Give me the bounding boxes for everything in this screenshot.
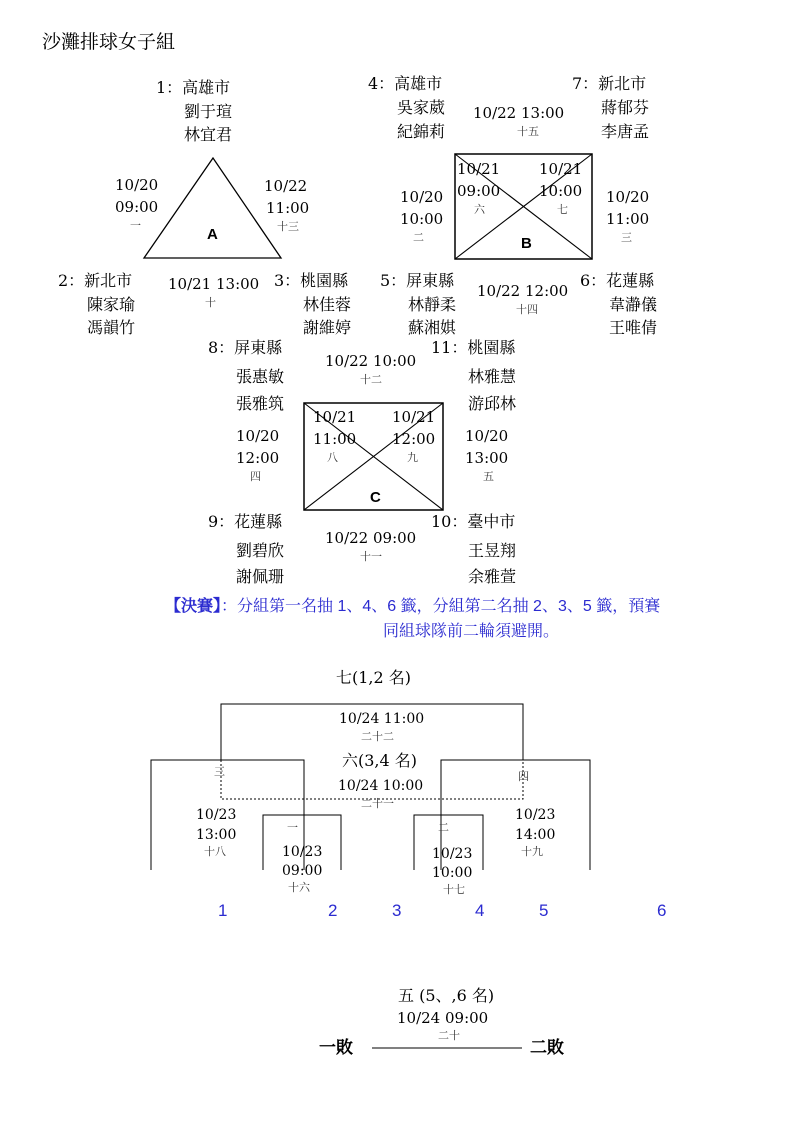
group-a-team-3-player-1: 林佳蓉 xyxy=(303,295,352,314)
group-c-right-match-number: 五 xyxy=(483,470,494,483)
semi-left-date: 10/23 xyxy=(196,807,237,823)
group-a-match-1-time: 09:00 xyxy=(115,198,159,216)
qf-right-tag: 二 xyxy=(438,821,449,834)
group-c-team-9-player-1: 劉碧欣 xyxy=(236,541,285,560)
group-c-label: C xyxy=(370,489,381,506)
group-b-top-match-datetime: 10/22 13:00 xyxy=(473,104,565,122)
group-b-top-match-number: 十五 xyxy=(517,125,539,138)
group-b-team-4-player-2: 紀錦莉 xyxy=(397,122,446,141)
group-b-diag-left-date: 10/21 xyxy=(457,160,501,178)
seed-4: 4 xyxy=(475,901,485,920)
group-b-team-7-player-1: 蔣郁芬 xyxy=(601,98,650,117)
group-c-diag-left-number: 八 xyxy=(327,451,338,464)
group-b-team-6-player-1: 韋瀞儀 xyxy=(609,295,658,314)
group-b-team-7: 7：新北市 xyxy=(572,74,647,93)
semi-right-time: 14:00 xyxy=(515,827,556,843)
group-b-team-4: 4：高雄市 xyxy=(368,74,443,93)
group-b-bottom-match-number: 十四 xyxy=(516,303,538,316)
group-b-left-match-number: 二 xyxy=(413,231,424,244)
placement-left-label: 一敗 xyxy=(319,1038,353,1057)
group-c-team-10: 10：臺中市 xyxy=(431,512,516,531)
semi-left-time: 13:00 xyxy=(196,827,237,843)
qf-left-date: 10/23 xyxy=(282,844,323,860)
third-place-number: 二十一 xyxy=(361,797,394,810)
group-b-team-6: 6：花蓮縣 xyxy=(580,271,655,290)
group-c-team-9-player-2: 謝佩珊 xyxy=(236,567,285,586)
third-place-datetime: 10/24 10:00 xyxy=(338,778,424,794)
qf-left-tag: 一 xyxy=(287,821,298,834)
group-a-match-3-datetime: 10/21 13:00 xyxy=(168,275,260,293)
group-c-top-match-datetime: 10/22 10:00 xyxy=(325,352,417,370)
group-c-team-10-player-1: 王昱翔 xyxy=(468,541,517,560)
semi-right-tag: 四 xyxy=(518,770,529,783)
group-b-right-match-time: 11:00 xyxy=(606,210,650,228)
group-b-bottom-match-datetime: 10/22 12:00 xyxy=(477,282,569,300)
group-c-left-match-date: 10/20 xyxy=(236,427,280,445)
group-a-team-2-player-1: 陳家瑜 xyxy=(87,295,136,314)
group-c-left-match-time: 12:00 xyxy=(236,449,280,467)
semi-right-date: 10/23 xyxy=(515,807,556,823)
group-b-diag-right-date: 10/21 xyxy=(539,160,583,178)
finals-note-line-1 xyxy=(165,599,660,615)
group-b-team-5-player-1: 林靜柔 xyxy=(408,295,457,314)
group-c-diag-right-time: 12:00 xyxy=(392,430,436,448)
semi-left-tag: 三 xyxy=(214,765,225,778)
group-b-right-match-date: 10/20 xyxy=(606,188,650,206)
qf-left-number: 十六 xyxy=(288,881,310,894)
group-c-diag-left-date: 10/21 xyxy=(313,408,357,426)
group-c-diag-right-date: 10/21 xyxy=(392,408,436,426)
group-c-bottom-match-datetime: 10/22 09:00 xyxy=(325,529,417,547)
group-a-match-2-date: 10/22 xyxy=(264,177,308,195)
placement-right-label: 二敗 xyxy=(530,1038,564,1057)
seed-2: 2 xyxy=(328,901,338,920)
group-c-team-9: 9：花蓮縣 xyxy=(208,512,283,531)
group-b-team-7-player-2: 李唐孟 xyxy=(601,122,650,141)
group-b-right-match-number: 三 xyxy=(621,231,632,244)
group-a-match-1-number: 一 xyxy=(130,219,141,232)
group-a-team-3-player-2: 謝維婷 xyxy=(303,318,352,337)
group-b-team-5: 5：屏東縣 xyxy=(380,271,455,290)
group-c-diag-left-time: 11:00 xyxy=(313,430,357,448)
group-a-team-2: 2：新北市 xyxy=(58,271,133,290)
group-a-match-3-number: 十 xyxy=(205,296,216,309)
final-title: 七(1,2 名) xyxy=(336,668,412,687)
group-a-team-3: 3：桃園縣 xyxy=(274,271,349,290)
seed-1: 1 xyxy=(218,901,228,920)
group-a-team-1-player-1: 劉于瑄 xyxy=(184,102,233,121)
final-number: 二十二 xyxy=(361,730,394,743)
seed-3: 3 xyxy=(392,901,402,920)
group-c-team-10-player-2: 余雅萱 xyxy=(468,567,517,586)
qf-right-time: 10:00 xyxy=(432,865,473,881)
group-c-top-match-number: 十二 xyxy=(360,373,382,386)
group-c-right-match-time: 13:00 xyxy=(465,449,509,467)
group-a-match-2-time: 11:00 xyxy=(266,199,310,217)
page-title: 沙灘排球女子組 xyxy=(42,31,176,53)
placement-datetime: 10/24 09:00 xyxy=(397,1009,489,1027)
group-c-team-11-player-1: 林雅慧 xyxy=(468,367,517,386)
group-a-match-2-number: 十三 xyxy=(277,220,299,233)
group-c-bottom-match-number: 十一 xyxy=(360,550,382,563)
qf-right-number: 十七 xyxy=(443,883,465,896)
placement-title: 五 (5、,6 名) xyxy=(398,986,495,1005)
group-c-left-match-number: 四 xyxy=(250,470,261,483)
group-c-right-match-date: 10/20 xyxy=(465,427,509,445)
group-c-team-8-player-1: 張惠敏 xyxy=(236,367,285,386)
group-a-triangle xyxy=(144,158,281,258)
group-b-team-5-player-2: 蘇湘娸 xyxy=(408,318,457,337)
group-a-match-1-date: 10/20 xyxy=(115,176,159,194)
group-b-left-match-date: 10/20 xyxy=(400,188,444,206)
finals-note-line-2: 同組球隊前二輪須避開。 xyxy=(383,623,560,640)
group-b-diag-left-time: 09:00 xyxy=(457,182,501,200)
semi-right-number: 十九 xyxy=(521,845,543,858)
group-b-diag-right-time: 10:00 xyxy=(539,182,583,200)
seed-5: 5 xyxy=(539,901,549,920)
finals-note-heading: 【決賽】 xyxy=(165,598,222,615)
final-datetime: 10/24 11:00 xyxy=(339,711,425,727)
group-c-team-11-player-2: 游邱林 xyxy=(468,394,517,413)
semi-left-number: 十八 xyxy=(204,845,226,858)
group-c-team-11: 11：桃園縣 xyxy=(431,338,516,357)
group-a-team-2-player-2: 馮韻竹 xyxy=(87,318,136,337)
group-a-team-1-player-2: 林宜君 xyxy=(184,125,233,144)
group-b-team-6-player-2: 王唯倩 xyxy=(609,318,658,337)
group-b-label: B xyxy=(521,235,532,252)
group-b-diag-left-number: 六 xyxy=(474,203,485,216)
group-c-diag-right-number: 九 xyxy=(407,451,418,464)
finals-note-text: ：分組第一名抽 1、4、6 籤，分組第二名抽 2、3、5 籤，預賽 xyxy=(221,598,661,615)
group-b-left-match-time: 10:00 xyxy=(400,210,444,228)
qf-left-time: 09:00 xyxy=(282,863,323,879)
group-c-team-8-player-2: 張雅筑 xyxy=(236,394,285,413)
group-b-team-4-player-1: 吳家葳 xyxy=(397,98,446,117)
placement-number: 二十 xyxy=(438,1029,460,1042)
third-place-title: 六(3,4 名) xyxy=(342,751,418,770)
qf-right-date: 10/23 xyxy=(432,846,473,862)
group-b-diag-right-number: 七 xyxy=(557,203,568,216)
group-c-team-8: 8：屏東縣 xyxy=(208,338,283,357)
group-a-label: A xyxy=(207,226,218,243)
group-a-team-1: 1：高雄市 xyxy=(156,78,231,97)
seed-6: 6 xyxy=(657,901,667,920)
